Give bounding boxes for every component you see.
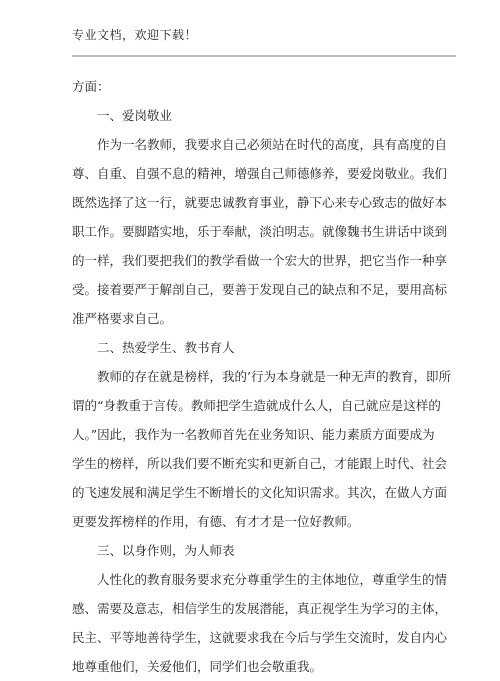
- text-line: 教师的存在就是榜样，我的’行为本身就是一种无声的教育，即所: [97, 369, 451, 384]
- text-line: 尊、自重、自强不息的精神，增强自己师德修养，要爱岗敬业。我们: [72, 166, 448, 181]
- text-line: 民主、平等地善待学生，这就要求我在今后与学生交流时，发自内心: [72, 630, 448, 645]
- text-line: 感、需要及意志，相信学生的发展潜能，真正视学生为学习的主体，: [72, 601, 448, 616]
- text-line: 学生的榜样，所以我们要不断充实和更新自己，才能跟上时代、社会: [72, 456, 448, 471]
- text-line: 既然选择了这一行，就要忠诚教育事业，静下心来专心致志的做好本: [72, 195, 448, 210]
- text-line: 的飞速发展和满足学生不断增长的文化知识需求。其次，在做人方面: [72, 485, 448, 500]
- section-heading: 三、以身作则，为人师表: [97, 543, 235, 558]
- text-line: 人性化的教育服务要求充分尊重学生的主体地位，尊重学生的情: [97, 572, 448, 587]
- text-line: 受。接着要严于解剖自己，要善于发现自己的缺点和不足，要用高标: [72, 282, 448, 297]
- text-line: 作为一名教师，我要求自己必须站在时代的高度，具有高度的自: [97, 137, 448, 152]
- page-header-text: 专业文档，欢迎下载！: [72, 28, 198, 42]
- section-heading: 一、爱岗敬业: [97, 108, 173, 123]
- document-body: [72, 72, 456, 681]
- header-divider: [72, 55, 456, 57]
- text-line: 人。”因此，我作为一名教师首先在业务知识、能力素质方面要成为: [72, 427, 435, 442]
- section-heading: 二、热爱学生、教书育人: [97, 340, 235, 355]
- text-line: 地尊重他们，关爱他们，同学们也会敬重我。: [72, 659, 323, 674]
- text-line: 方面：: [72, 79, 110, 94]
- text-line: 的一样，我们要把我们的教学看做一个宏大的世界，把它当作一种享: [72, 253, 448, 268]
- text-line: 谓的“身教重于言传。教师把学生造就成什么人，自己就应是这样的: [72, 398, 441, 413]
- text-line: 更要发挥榜样的作用，有德、有才才是一位好教师。: [72, 514, 360, 529]
- text-line: 职工作。要脚踏实地，乐于奉献，淡泊明志。就像魏书生讲话中谈到: [72, 224, 448, 239]
- text-line: 准严格要求自己。: [72, 311, 173, 326]
